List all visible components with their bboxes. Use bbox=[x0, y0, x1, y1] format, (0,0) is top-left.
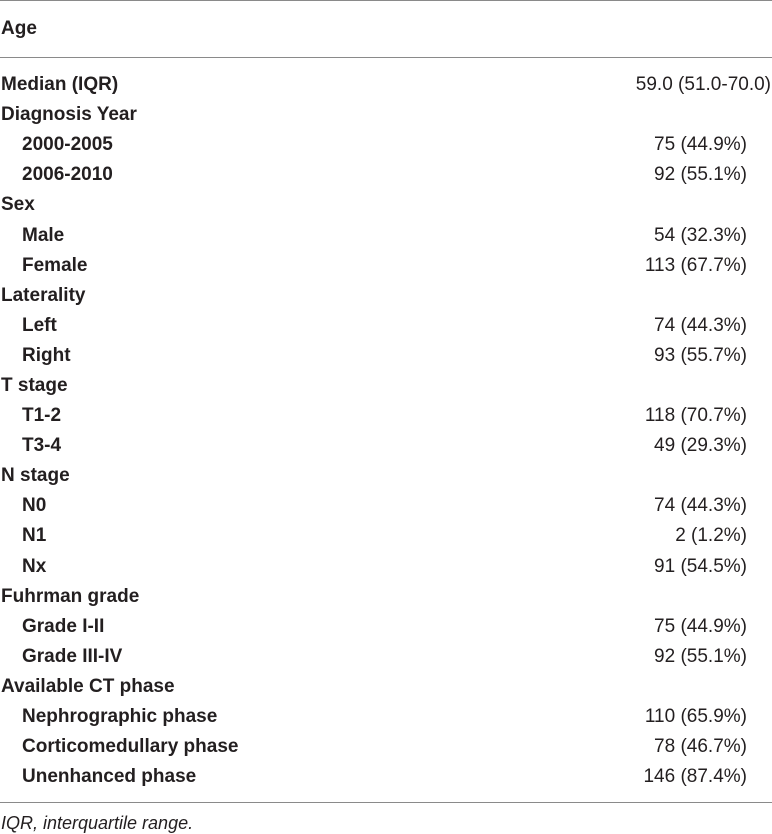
table-row bbox=[0, 431, 772, 461]
row-value: 93 (55.7%) bbox=[654, 344, 747, 366]
table-group-row bbox=[0, 100, 772, 130]
row-value: 113 (67.7%) bbox=[644, 254, 747, 276]
row-value: 49 (29.3%) bbox=[654, 435, 747, 457]
row-value: 75 (44.9%) bbox=[654, 615, 747, 637]
row-value: 54 (32.3%) bbox=[654, 224, 747, 246]
table-row bbox=[0, 702, 772, 732]
table-group-row bbox=[0, 582, 772, 612]
row-label: Left bbox=[22, 314, 57, 336]
row-label: Corticomedullary phase bbox=[22, 736, 239, 758]
table-group-row bbox=[0, 190, 772, 220]
row-label: Grade I-II bbox=[22, 615, 105, 637]
table-row bbox=[0, 521, 772, 551]
row-label: Fuhrman grade bbox=[1, 585, 140, 607]
row-value: 74 (44.3%) bbox=[654, 495, 747, 517]
table-header bbox=[0, 1, 772, 57]
row-value: 91 (54.5%) bbox=[654, 555, 747, 577]
table-row bbox=[0, 762, 772, 792]
row-value: 2 (1.2%) bbox=[675, 525, 747, 547]
row-value: 59.0 (51.0-70.0) bbox=[635, 74, 771, 96]
table-row bbox=[0, 341, 772, 371]
row-label: N stage bbox=[1, 465, 70, 487]
header-title: Age bbox=[1, 18, 37, 39]
row-label: 2006-2010 bbox=[22, 164, 113, 186]
row-value: 75 (44.9%) bbox=[654, 134, 747, 156]
table-row bbox=[0, 732, 772, 762]
table-row bbox=[0, 130, 772, 160]
table-row bbox=[0, 160, 772, 190]
row-value: 110 (65.9%) bbox=[644, 706, 747, 728]
row-label: N0 bbox=[22, 495, 47, 517]
row-label: Median (IQR) bbox=[1, 74, 119, 96]
row-label: N1 bbox=[22, 525, 47, 547]
row-label: Sex bbox=[1, 194, 35, 216]
row-label: Laterality bbox=[1, 284, 86, 306]
row-label: Right bbox=[22, 344, 71, 366]
table-group-row bbox=[0, 672, 772, 702]
table-row bbox=[0, 311, 772, 341]
row-label: Female bbox=[22, 254, 88, 276]
row-label: Diagnosis Year bbox=[1, 104, 137, 126]
row-value: 78 (46.7%) bbox=[654, 736, 747, 758]
table-row bbox=[0, 612, 772, 642]
row-label: T stage bbox=[1, 374, 68, 396]
row-label: Male bbox=[22, 224, 65, 246]
row-label: T1-2 bbox=[22, 405, 62, 427]
table-row bbox=[0, 552, 772, 582]
row-value: 92 (55.1%) bbox=[654, 164, 747, 186]
table-row bbox=[0, 251, 772, 281]
table-row bbox=[0, 70, 772, 100]
row-value: 74 (44.3%) bbox=[654, 314, 747, 336]
row-label: 2000-2005 bbox=[22, 134, 113, 156]
row-label: Available CT phase bbox=[1, 675, 175, 697]
row-label: Grade III-IV bbox=[22, 645, 123, 667]
table-row bbox=[0, 401, 772, 431]
table-group-row bbox=[0, 461, 772, 491]
row-value: 92 (55.1%) bbox=[654, 645, 747, 667]
row-label: Nx bbox=[22, 555, 47, 577]
table-group-row bbox=[0, 281, 772, 311]
row-label: Nephrographic phase bbox=[22, 706, 218, 728]
table-body bbox=[0, 58, 772, 792]
row-value: 146 (87.4%) bbox=[643, 766, 747, 788]
table-footnote: IQR, interquartile range. bbox=[1, 813, 194, 834]
row-label: Unenhanced phase bbox=[22, 766, 197, 788]
row-label: T3-4 bbox=[22, 435, 62, 457]
row-value: 118 (70.7%) bbox=[644, 405, 747, 427]
table-group-row bbox=[0, 371, 772, 401]
table-row bbox=[0, 491, 772, 521]
table-row bbox=[0, 642, 772, 672]
table-row bbox=[0, 220, 772, 250]
bottom-rule bbox=[0, 802, 772, 803]
